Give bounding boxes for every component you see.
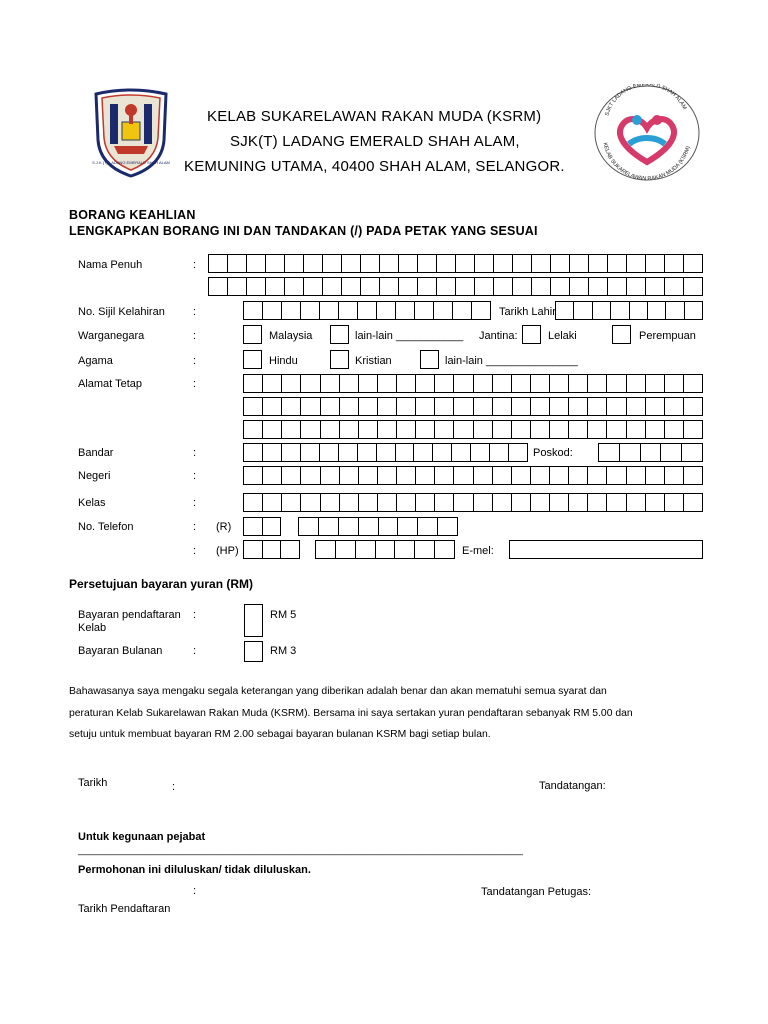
declaration-line-1: Bahawasanya saya mengaku segala keterangan yang diberikan adalah benar dan akan mematuhi semua syarat dan <box>69 686 607 697</box>
bandar-grid[interactable] <box>243 443 528 462</box>
label-warganegara: Warganegara <box>78 330 145 342</box>
label-rm5: RM 5 <box>270 609 297 621</box>
colon: : <box>172 781 176 793</box>
header-line-3: KEMUNING UTAMA, 40400 SHAH ALAM, SELANGOR. <box>184 158 565 175</box>
label-jantina: Jantina: <box>479 330 518 342</box>
colon: : <box>193 330 197 342</box>
label-telefon: No. Telefon <box>78 521 134 533</box>
colon: : <box>193 645 197 657</box>
negeri-grid[interactable] <box>243 466 703 485</box>
checkbox-hindu[interactable] <box>243 350 262 369</box>
form-instruction: LENGKAPKAN BORANG INI DAN TANDAKAN (/) PADA PETAK YANG SESUAI <box>69 224 538 238</box>
declaration-line-2: peraturan Kelab Sukarelawan Rakan Muda (KSRM). Bersama ini saya sertakan yuran pendaftaran sebanyak RM 5.00 dan <box>69 708 633 719</box>
label-alamat: Alamat Tetap <box>78 378 143 390</box>
label-nama-penuh: Nama Penuh <box>78 259 143 271</box>
colon: : <box>193 497 197 509</box>
label-agama: Agama <box>78 355 113 367</box>
telefon-r-number-grid[interactable] <box>298 517 458 536</box>
colon: : <box>193 378 197 390</box>
checkbox-malaysia[interactable] <box>243 325 262 344</box>
colon: : <box>193 355 197 367</box>
alamat-row-2[interactable] <box>243 397 703 416</box>
checkbox-lain-lain-warganegara[interactable] <box>330 325 349 344</box>
colon: : <box>193 470 197 482</box>
header-line-2: SJK(T) LADANG EMERALD SHAH ALAM, <box>230 133 520 150</box>
telefon-hp-prefix-grid[interactable] <box>243 540 300 559</box>
checkbox-rm3[interactable] <box>244 641 263 662</box>
telefon-r-prefix-grid[interactable] <box>243 517 281 536</box>
label-poskod: Poskod: <box>533 447 573 459</box>
label-bayaran-pendaftaran: Bayaran pendaftaran <box>78 609 181 621</box>
label-kelab: Kelab <box>78 622 107 634</box>
label-kelas: Kelas <box>78 497 106 509</box>
colon: : <box>193 521 197 533</box>
label-tarikh: Tarikh <box>78 777 108 789</box>
alamat-row-3[interactable] <box>243 420 703 439</box>
declaration-line-3: setuju untuk membuat bayaran RM 2.00 sebagai bayaran bulanan KSRM bagi setiap bulan. <box>69 729 491 740</box>
label-tandatangan: Tandatangan: <box>539 780 606 792</box>
checkbox-lelaki[interactable] <box>522 325 541 344</box>
logo-right-top-text: SJKT LADANG EMERALD SHAH ALAM <box>604 84 688 117</box>
alamat-row-1[interactable] <box>243 374 703 393</box>
colon: : <box>193 609 197 621</box>
telefon-hp-number-grid[interactable] <box>315 540 455 559</box>
form-title: BORANG KEAHLIAN <box>69 208 196 222</box>
header-line-1: KELAB SUKARELAWAN RAKAN MUDA (KSRM) <box>207 108 542 125</box>
label-rm3: RM 3 <box>270 645 297 657</box>
office-title: Untuk kegunaan pejabat <box>78 831 206 843</box>
label-tarikh-pendaftaran: Tarikh Pendaftaran <box>78 903 171 915</box>
label-malaysia: Malaysia <box>269 330 313 342</box>
tarikh-lahir-grid[interactable] <box>555 301 703 320</box>
logo-right-bottom-text: KELAB SUKARELAWAN RAKAN MUDA (KSRM) <box>601 142 692 182</box>
colon: : <box>193 447 197 459</box>
label-bandar: Bandar <box>78 447 114 459</box>
label-hindu: Hindu <box>269 355 298 367</box>
colon: : <box>193 306 197 318</box>
colon: : <box>193 545 197 557</box>
nama-penuh-row-1[interactable] <box>208 254 703 273</box>
office-status: Permohonan ini diluluskan/ tidak diluluskan. <box>78 864 311 876</box>
no-sijil-grid[interactable] <box>243 301 491 320</box>
checkbox-perempuan[interactable] <box>612 325 631 344</box>
label-tandatangan-petugas: Tandatangan Petugas: <box>481 886 592 898</box>
poskod-grid[interactable] <box>598 443 703 462</box>
kelas-grid[interactable] <box>243 493 703 512</box>
label-tarikh-lahir: Tarikh Lahir <box>499 306 556 318</box>
school-crest-logo <box>92 88 170 178</box>
checkbox-lain-lain-agama[interactable] <box>420 350 439 369</box>
label-kristian: Kristian <box>355 355 392 367</box>
checkbox-rm5[interactable] <box>244 604 263 637</box>
label-r: (R) <box>216 521 232 533</box>
label-lelaki: Lelaki <box>548 330 577 342</box>
label-lain-lain-warganegara: lain-lain ___________ <box>355 330 464 342</box>
ksrm-logo <box>593 84 701 182</box>
colon: : <box>193 885 197 897</box>
label-perempuan: Perempuan <box>639 330 696 342</box>
emel-field[interactable] <box>509 540 703 559</box>
nama-penuh-row-2[interactable] <box>208 277 703 296</box>
label-no-sijil: No. Sijil Kelahiran <box>78 306 165 318</box>
office-rule: ________________________________________________________________________________ <box>78 845 523 856</box>
colon: : <box>193 259 197 271</box>
label-emel: E-mel: <box>462 545 494 557</box>
label-bayaran-bulanan: Bayaran Bulanan <box>78 645 163 657</box>
label-negeri: Negeri <box>78 470 111 482</box>
label-hp: (HP) <box>216 545 239 557</box>
checkbox-kristian[interactable] <box>330 350 349 369</box>
fees-title: Persetujuan bayaran yuran (RM) <box>69 577 254 591</box>
label-lain-lain-agama: lain-lain _______________ <box>445 355 578 367</box>
logo-left-caption: S.J.K.(T) LADANG EMERALD SHAH ALAM <box>92 160 170 165</box>
